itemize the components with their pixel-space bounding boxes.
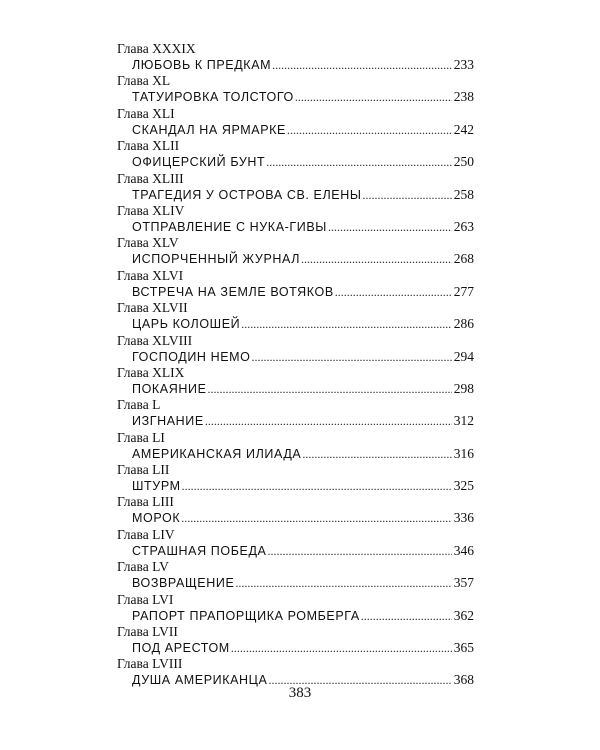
chapter-number: Глава XL [117, 73, 171, 89]
chapter-number: Глава XLVI [117, 267, 184, 283]
chapter-number: Глава LV [117, 559, 169, 575]
chapter-number: Глава LVII [117, 624, 178, 640]
chapter-title-row [132, 574, 474, 591]
dot-leader [266, 154, 451, 171]
page-number: 325 [453, 478, 474, 494]
page-number: 277 [453, 283, 474, 299]
page-number: 365 [453, 640, 474, 656]
chapter-number: Глава LI [117, 429, 165, 445]
dot-leader [301, 251, 452, 268]
dot-leader [182, 478, 452, 495]
dot-leader [302, 446, 451, 463]
dot-leader [252, 349, 452, 366]
page-number: 298 [453, 380, 474, 396]
page-number: 312 [453, 413, 474, 429]
page-number: 294 [453, 348, 474, 364]
chapter-number: Глава XLVIII [117, 332, 193, 348]
toc-entry [117, 268, 474, 300]
chapter-number: Глава LVIII [117, 656, 183, 672]
dot-leader [241, 316, 452, 333]
chapter-title-row [132, 121, 474, 138]
chapter-title-row [132, 542, 474, 559]
chapter-title: ПОД АРЕСТОМ [132, 641, 230, 656]
page-number: 233 [453, 57, 474, 72]
dot-leader [231, 640, 452, 657]
page-number: 346 [453, 542, 474, 558]
dot-leader [272, 57, 452, 74]
chapter-number: Глава XXXIX [117, 41, 196, 56]
chapter-title: ВОЗВРАЩЕНИЕ [132, 576, 235, 591]
chapter-number: Глава XLIV [117, 202, 185, 218]
chapter-title: ГОСПОДИН НЕМО [132, 349, 251, 364]
chapter-number: Глава LII [117, 462, 170, 478]
chapter-number: Глава L [117, 397, 161, 413]
page-number: 362 [453, 607, 474, 623]
chapter-title: АМЕРИКАНСКАЯ ИЛИАДА [132, 446, 302, 461]
chapter-title: СТРАШНАЯ ПОБЕДА [132, 543, 267, 558]
toc-entry [117, 41, 474, 73]
dot-leader [335, 284, 452, 301]
page-number: 242 [453, 121, 474, 137]
toc-entry [117, 462, 474, 494]
chapter-title: ЛЮБОВЬ К ПРЕДКАМ [132, 58, 272, 72]
chapter-title-row [132, 445, 474, 462]
page-number: 357 [453, 575, 474, 591]
page-number: 250 [453, 154, 474, 170]
toc-entry [117, 494, 474, 526]
page-number: 316 [453, 445, 474, 461]
dot-leader [181, 510, 452, 527]
chapter-number: Глава LIII [117, 494, 174, 510]
dot-leader [235, 575, 451, 592]
toc-entry [117, 333, 474, 365]
toc-entry [117, 73, 474, 105]
chapter-title-row [132, 283, 474, 300]
toc-entry [117, 592, 474, 624]
chapter-number: Глава XLI [117, 105, 175, 121]
toc-entry [117, 171, 474, 203]
folio-page-number: 383 [288, 685, 312, 701]
chapter-number: Глава LVI [117, 591, 174, 607]
dot-leader [361, 608, 452, 625]
chapter-title-row [132, 186, 474, 203]
chapter-title-row [132, 153, 474, 170]
toc-entry [117, 527, 474, 559]
chapter-number: Глава XLII [117, 138, 180, 154]
chapter-number: Глава XLVII [117, 300, 188, 316]
toc-entry [117, 559, 474, 591]
chapter-title: ШТУРМ [132, 479, 181, 494]
chapter-title-row [132, 348, 474, 365]
chapter-title: ОФИЦЕРСКИЙ БУНТ [132, 155, 266, 170]
toc-entry [117, 235, 474, 267]
dot-leader [295, 89, 452, 106]
chapter-title-row [132, 315, 474, 332]
chapter-title: ПОКАЯНИЕ [132, 381, 207, 396]
chapter-number: Глава LIV [117, 526, 175, 542]
chapter-title-row [132, 509, 474, 526]
dot-leader [363, 187, 452, 204]
chapter-title: ТРАГЕДИЯ У ОСТРОВА СВ. ЕЛЕНЫ [132, 187, 362, 202]
chapter-title: РАПОРТ ПРАПОРЩИКА РОМБЕРГА [132, 608, 360, 623]
toc-entry [117, 203, 474, 235]
toc-entry [117, 397, 474, 429]
chapter-title: МОРОК [132, 511, 181, 526]
chapter-title-row [132, 380, 474, 397]
chapter-title-row [132, 88, 474, 105]
chapter-title: ОТПРАВЛЕНИЕ С НУКА-ГИВЫ [132, 219, 327, 234]
chapter-title-row [132, 639, 474, 656]
chapter-title-row [132, 412, 474, 429]
chapter-title-row [132, 250, 474, 267]
page-number: 263 [453, 218, 474, 234]
chapter-number: Глава XLIII [117, 170, 184, 186]
chapter-title-row [132, 607, 474, 624]
page-number: 238 [453, 89, 474, 105]
chapter-title: ТАТУИРОВКА ТОЛСТОГО [132, 90, 294, 105]
chapter-title: ВСТРЕЧА НА ЗЕМЛЕ ВОТЯКОВ [132, 284, 334, 299]
chapter-number: Глава XLIX [117, 364, 185, 380]
table-of-contents [117, 41, 474, 689]
chapter-title: ЦАРЬ КОЛОШЕЙ [132, 317, 241, 332]
toc-entry [117, 624, 474, 656]
toc-entry [117, 430, 474, 462]
chapter-title: ИЗГНАНИЕ [132, 414, 204, 429]
toc-entry [117, 138, 474, 170]
chapter-title-row [132, 218, 474, 235]
dot-leader [287, 122, 452, 139]
chapter-title-row [132, 477, 474, 494]
chapter-title-row [132, 56, 474, 73]
dot-leader [205, 413, 452, 430]
chapter-title: СКАНДАЛ НА ЯРМАРКЕ [132, 122, 286, 137]
page-number: 368 [453, 672, 474, 688]
page-number: 268 [453, 251, 474, 267]
dot-leader [328, 219, 452, 236]
page-number: 286 [453, 316, 474, 332]
dot-leader [208, 381, 452, 398]
dot-leader [267, 543, 451, 560]
chapter-title: ИСПОРЧЕННЫЙ ЖУРНАЛ [132, 252, 301, 267]
chapter-number: Глава XLV [117, 235, 179, 251]
page-number: 336 [453, 510, 474, 526]
toc-entry [117, 300, 474, 332]
toc-entry [117, 106, 474, 138]
chapter-title: ДУША АМЕРИКАНЦА [132, 673, 268, 688]
toc-entry [117, 365, 474, 397]
page-number: 258 [453, 186, 474, 202]
